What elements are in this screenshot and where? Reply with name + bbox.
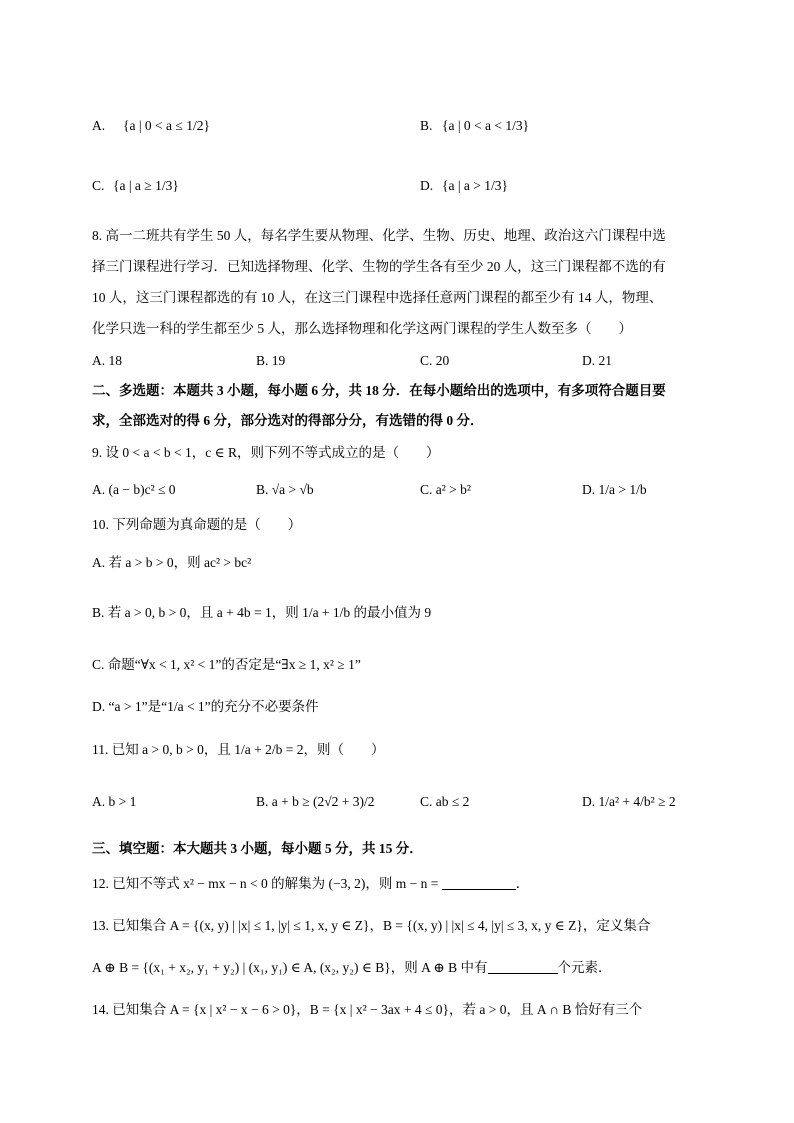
q13-line-2 — [92, 958, 612, 978]
q10-option-b: B. 若 a > 0, b > 0，且 a + 4b = 1，则 1/a + 1/b 的最小值为 9 — [92, 605, 432, 620]
q12-line — [92, 874, 529, 894]
q13-answer-blank[interactable] — [488, 959, 558, 974]
q10-option-a: A. 若 a > b > 0，则 ac² > bc² — [92, 555, 252, 570]
q8-option-c: C. 20 — [420, 353, 450, 368]
q11-option-d: D. 1/a² + 4/b² ≥ 2 — [582, 794, 676, 809]
q10-option-c: C. 命题“∀x < 1, x² < 1”的否定是“∃x ≥ 1, x² ≥ 1” — [92, 657, 361, 672]
q8-option-a: A. 18 — [92, 353, 122, 368]
q8-line-2: 择三门课程进行学习．已知选择物理、化学、生物的学生各有至少 20 人，这三门课程都不选的有 — [92, 259, 666, 274]
section2-heading-line-2: 求，全部选对的得 6 分，部分选对的得部分分，有选错的得 0 分． — [92, 413, 484, 428]
q8-option-b: B. 19 — [256, 353, 286, 368]
q7-option-d: D. — [420, 178, 434, 193]
q9-stem: 9. 设 0 < a < b < 1，c ∈ R，则下列不等式成立的是（ ） — [92, 445, 440, 460]
q11-stem: 11. 已知 a > 0, b > 0，且 1/a + 2/b = 2，则（ ） — [92, 742, 385, 757]
q7-option-c-expr: {a | a ≥ 1/3} — [113, 178, 179, 193]
q7-option-c: C. — [92, 178, 105, 193]
q11-option-b: B. a + b ≥ (2√2 + 3)/2 — [256, 794, 375, 809]
q14-line-1: 14. 已知集合 A = {x | x² − x − 6 > 0}，B = {x | x² − 3ax + 4 ≤ 0}，若 a > 0，且 A ∩ B 恰好有三个 — [92, 1002, 643, 1017]
q7-option-a: A. — [92, 118, 106, 133]
q11-option-c: C. ab ≤ 2 — [420, 794, 470, 809]
q10-option-d: D. “a > 1”是“1/a < 1”的充分不必要条件 — [92, 699, 319, 714]
q9-option-c: C. a² > b² — [420, 482, 471, 497]
q12-text: 12. 已知不等式 x² − mx − n < 0 的解集为 (−3, 2)，则 m − n = — [92, 876, 439, 891]
q8-line-4: 化学只选一科的学生都至少 5 人，那么选择物理和化学这两门课程的学生人数至多（ ） — [92, 321, 632, 336]
q9-option-b: B. √a > √b — [256, 482, 314, 497]
q7-option-d-expr: {a | a > 1/3} — [442, 178, 509, 193]
q7-option-a-expr: {a | 0 < a ≤ 1/2} — [123, 118, 210, 133]
q12-end: ． — [515, 876, 530, 891]
q7-option-b: B. — [420, 118, 433, 133]
q9-option-a: A. (a − b)c² ≤ 0 — [92, 482, 176, 497]
section2-heading-line-1: 二、多选题：本题共 3 小题，每小题 6 分，共 18 分．在每小题给出的选项中，有多项符合题目要 — [92, 383, 666, 398]
section3-heading: 三、填空题：本大题共 3 小题，每小题 5 分，共 15 分． — [92, 841, 423, 856]
q12-answer-blank[interactable] — [442, 875, 516, 890]
q11-option-a: A. b > 1 — [92, 794, 137, 809]
q13-line-2-text: A ⊕ B = {(x₁ + x₂, y₁ + y₂) | (x₁, y₁) ∈ A, (x₂, y₂) ∈ B}，则 A ⊕ B 中有 — [92, 960, 488, 975]
q8-option-d: D. 21 — [582, 353, 612, 368]
q10-stem: 10. 下列命题为真命题的是（ ） — [92, 517, 302, 532]
q13-line-2-end: 个元素． — [557, 960, 612, 975]
q7-option-b-expr: {a | 0 < a < 1/3} — [442, 118, 530, 133]
q9-option-d: D. 1/a > 1/b — [582, 482, 647, 497]
q13-line-1: 13. 已知集合 A = {(x, y) | |x| ≤ 1, |y| ≤ 1, x, y ∈ Z}，B = {(x, y) | |x| ≤ 4, |y| ≤ 3, x, y ∈ Z}，定义集合 — [92, 918, 651, 933]
q8-line-1: 8. 高一二班共有学生 50 人，每名学生要从物理、化学、生物、历史、地理、政治这六门课程中选 — [92, 228, 666, 243]
q8-line-3: 10 人，这三门课程都选的有 10 人，在这三门课程中选择任意两门课程的都至少有 14 人，物理、 — [92, 290, 663, 305]
